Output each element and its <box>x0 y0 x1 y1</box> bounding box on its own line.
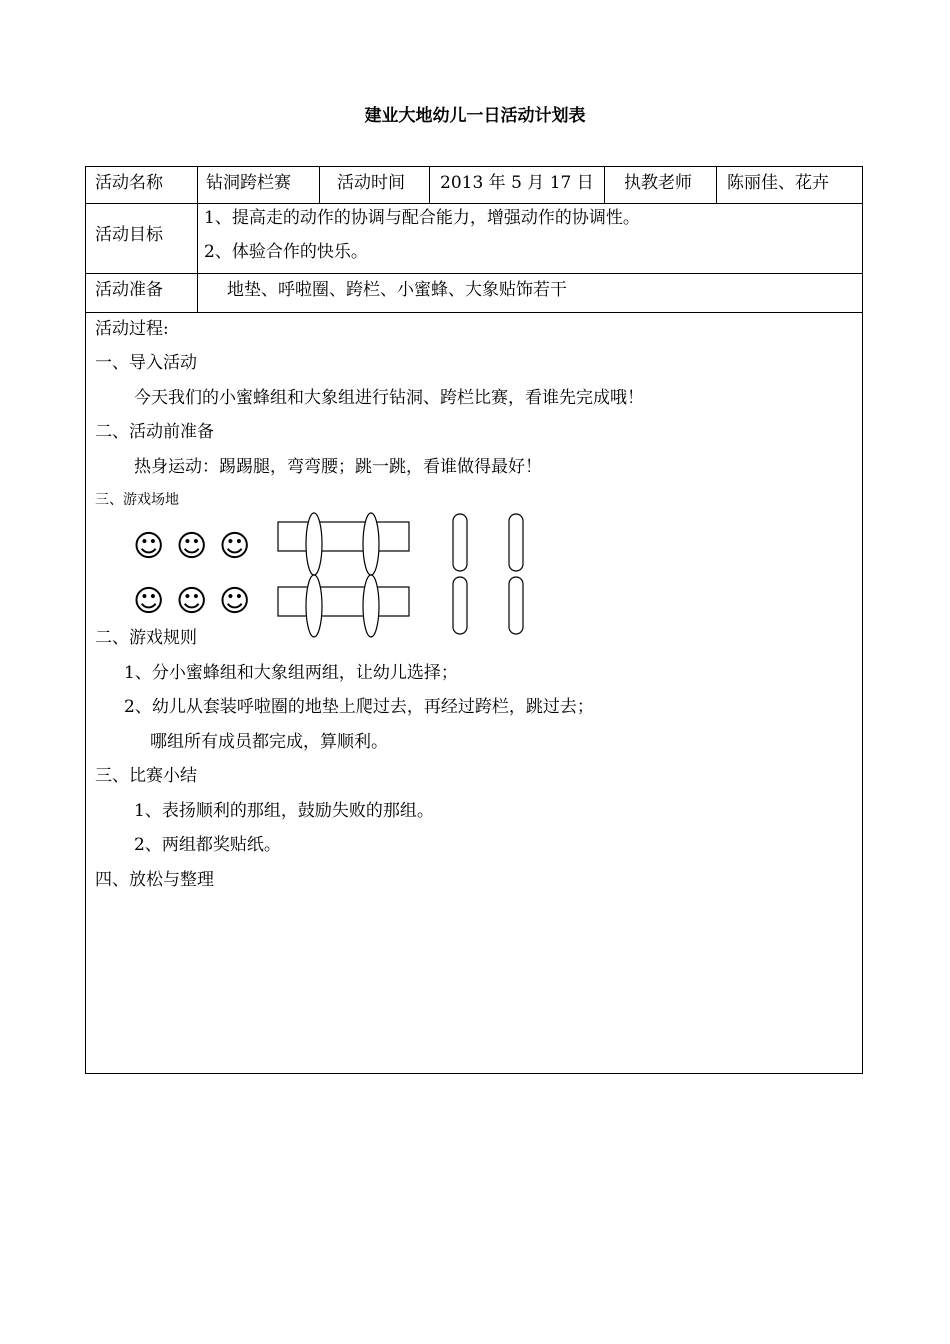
smiley-icon: ☺ <box>219 584 251 619</box>
teacher-label: 执教老师 <box>624 173 692 193</box>
activity-time-value: 2013 年 5 月 17 日 <box>440 173 594 193</box>
section-heading: 一、导入活动 <box>95 353 197 373</box>
process-line: 2、幼儿从套装呼啦圈的地垫上爬过去，再经过跨栏，跳过去； <box>124 697 594 717</box>
process-line: 1、分小蜜蜂组和大象组两组，让幼儿选择； <box>124 663 458 683</box>
smiley-icon: ☺ <box>133 584 165 619</box>
process-line: 今天我们的小蜜蜂组和大象组进行钻洞、跨栏比赛，看谁先完成哦！ <box>134 388 644 408</box>
goal-item: 1、提高走的动作的协调与配合能力，增强动作的协调性。 <box>204 208 640 228</box>
activity-plan-table <box>85 166 863 1074</box>
process-line: 2、两组都奖贴纸。 <box>134 835 281 855</box>
hurdle-shape <box>453 577 467 634</box>
activity-time-label: 活动时间 <box>337 173 405 193</box>
hurdle-shape <box>509 577 523 634</box>
teacher-value: 陈丽佳、花卉 <box>727 173 829 193</box>
process-line: 热身运动：踢踢腿，弯弯腰；跳一跳，看谁做得最好！ <box>134 457 542 477</box>
section-heading: 三、游戏场地 <box>95 492 179 508</box>
hula-hoop-shape <box>306 575 322 637</box>
game-field-diagram <box>86 167 862 1073</box>
process-line: 哪组所有成员都完成，算顺利。 <box>150 732 388 752</box>
preparation-label: 活动准备 <box>95 280 163 300</box>
goal-item: 2、体验合作的快乐。 <box>204 242 368 262</box>
smiley-icon: ☺ <box>176 529 208 564</box>
hula-hoop-shape <box>363 513 379 575</box>
mat-shape <box>278 522 409 551</box>
mat-shape <box>278 587 409 616</box>
smiley-icon: ☺ <box>176 584 208 619</box>
hula-hoop-shape <box>306 513 322 575</box>
section-heading: 二、游戏规则 <box>95 628 197 648</box>
goals-label: 活动目标 <box>95 225 163 245</box>
hula-hoop-shape <box>363 575 379 637</box>
preparation-value: 地垫、呼啦圈、跨栏、小蜜蜂、大象贴饰若干 <box>227 280 567 300</box>
hurdle-shape <box>453 514 467 571</box>
activity-name-value: 钻洞跨栏赛 <box>206 173 291 193</box>
document-title: 建业大地幼儿一日活动计划表 <box>364 106 586 126</box>
section-heading: 三、比赛小结 <box>95 766 197 786</box>
smiley-icon: ☺ <box>219 529 251 564</box>
section-heading: 二、活动前准备 <box>95 422 214 442</box>
smiley-icon: ☺ <box>133 529 165 564</box>
section-heading: 四、放松与整理 <box>95 870 214 890</box>
process-heading: 活动过程: <box>95 319 169 339</box>
hurdle-shape <box>509 514 523 571</box>
process-line: 1、表扬顺利的那组，鼓励失败的那组。 <box>134 801 434 821</box>
activity-name-label: 活动名称 <box>95 173 163 193</box>
